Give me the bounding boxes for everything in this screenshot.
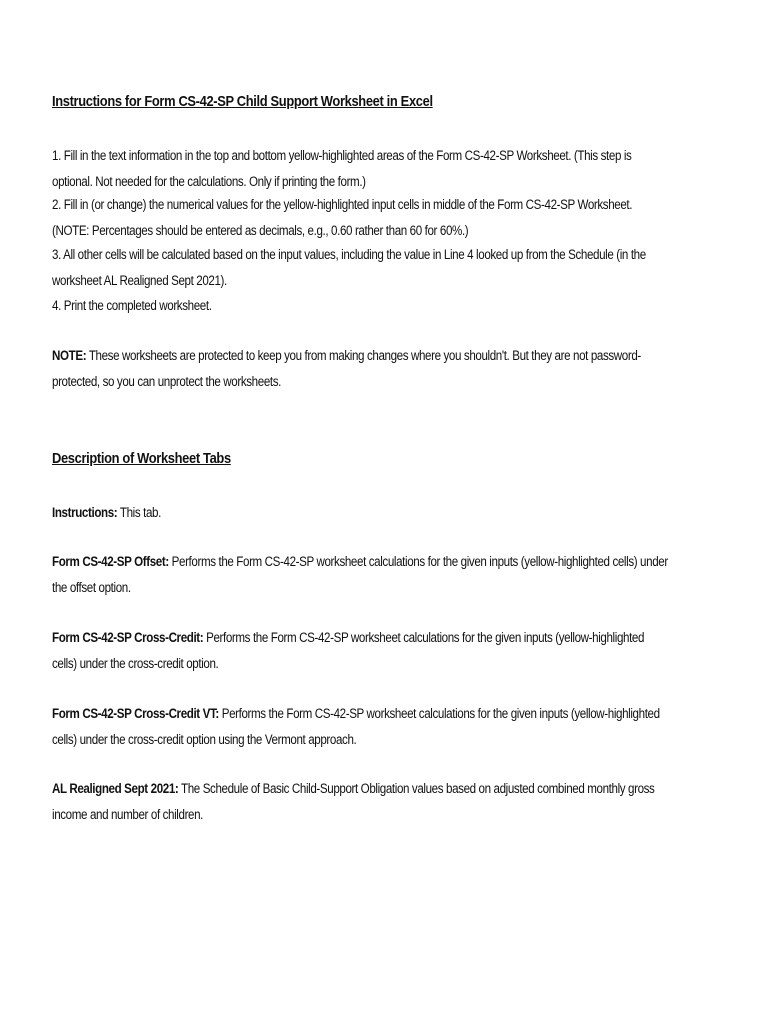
tab-label: Form CS-42-SP Offset: bbox=[52, 554, 169, 569]
instruction-step-4: 4. Print the completed worksheet. bbox=[52, 298, 212, 313]
tab-text: Performs the Form CS-42-SP worksheet calculations for the given inputs (yellow-highlighted cells) under the offset option. bbox=[52, 554, 668, 595]
tab-text: Performs the Form CS-42-SP worksheet calculations for the given inputs (yellow-highlighted cells) under the cross-credit option. bbox=[52, 630, 645, 671]
note-label: NOTE: bbox=[52, 348, 87, 363]
tab-text: This tab. bbox=[117, 505, 161, 520]
tab-description-offset bbox=[52, 549, 671, 600]
protection-note bbox=[52, 343, 671, 394]
instruction-step-1: 1. Fill in the text information in the top and bottom yellow-highlighted areas of the Form CS-42-SP Worksheet. (This step is optional. Not needed for the calculations. Only if printing the form.) bbox=[52, 148, 632, 189]
instructions-heading: Instructions for Form CS-42-SP Child Support Worksheet in Excel bbox=[52, 93, 433, 110]
tab-description-instructions bbox=[52, 500, 671, 526]
tab-label: Form CS-42-SP Cross-Credit: bbox=[52, 630, 204, 645]
instruction-step-3: 3. All other cells will be calculated based on the input values, including the value in Line 4 looked up from the Schedule (in the worksheet AL Realigned Sept 2021). bbox=[52, 247, 646, 288]
instruction-step-2: 2. Fill in (or change) the numerical values for the yellow-highlighted input cells in middle of the Form CS-42-SP Worksheet. (NOTE: Percentages should be entered as decimals, e.g., 0.60 rather than 60 for 60%.) bbox=[52, 197, 633, 238]
tab-text: Performs the Form CS-42-SP worksheet calculations for the given inputs (yellow-highlighted cells) under the cross-credit option using the Vermont approach. bbox=[52, 706, 660, 747]
tab-text: The Schedule of Basic Child-Support Obligation values based on adjusted combined monthly gross income and number of children. bbox=[52, 781, 655, 822]
tab-description-cross-credit-vt bbox=[52, 701, 671, 752]
note-text: These worksheets are protected to keep you from making changes where you shouldn't. But they are not password-protected, so you can unprotect the worksheets. bbox=[52, 348, 641, 389]
tab-label: Form CS-42-SP Cross-Credit VT: bbox=[52, 706, 219, 721]
tab-label: Instructions: bbox=[52, 505, 118, 520]
tab-description-cross-credit bbox=[52, 625, 671, 676]
tab-description-schedule bbox=[52, 776, 671, 827]
tabs-heading: Description of Worksheet Tabs bbox=[52, 450, 231, 467]
tab-label: AL Realigned Sept 2021: bbox=[52, 781, 179, 796]
